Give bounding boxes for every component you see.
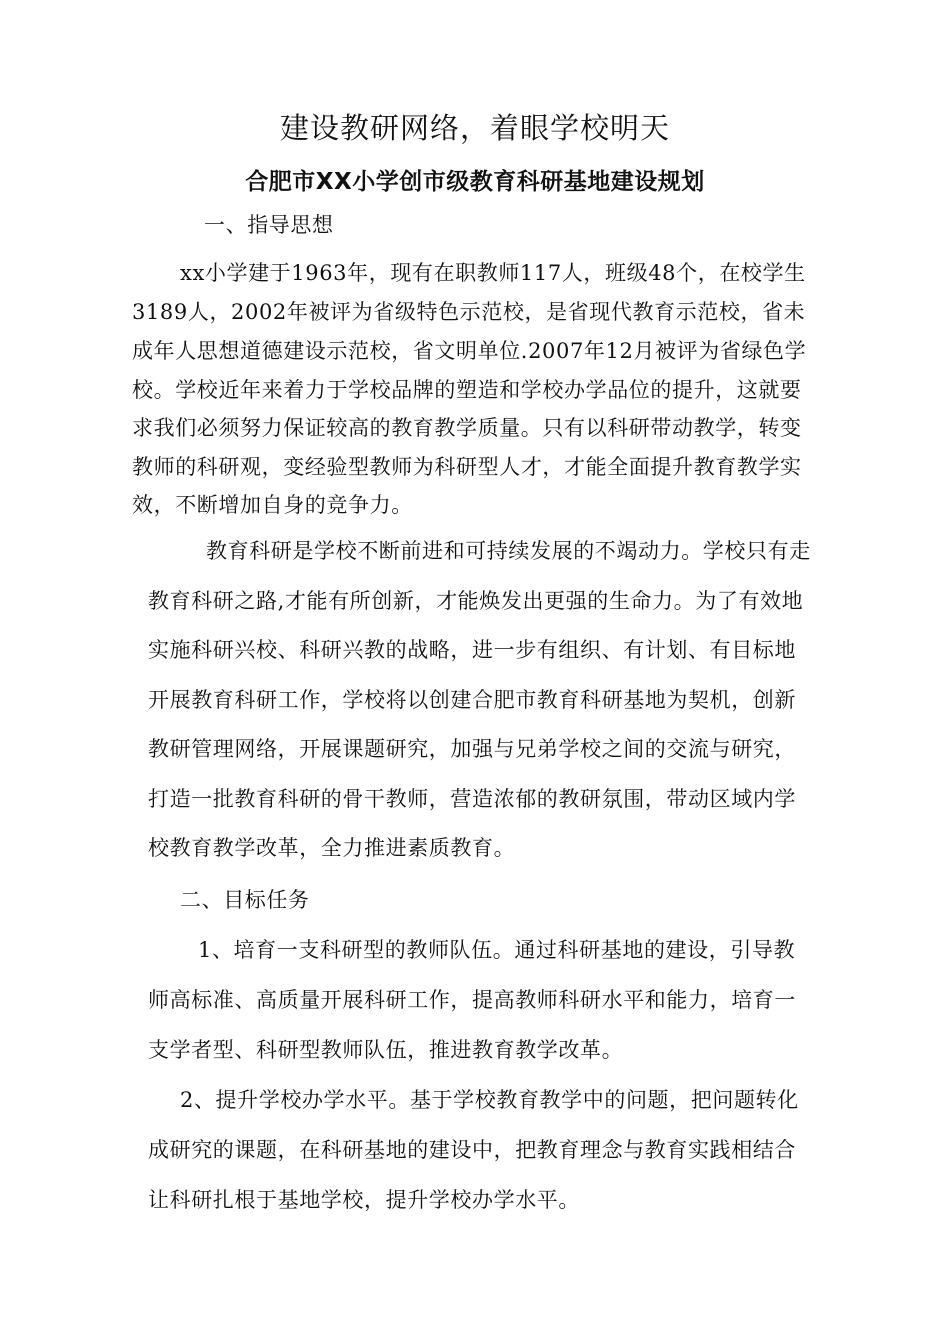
paragraph-line: 1、培育一支科研型的教师队伍。通过科研基地的建设，引导教 (198, 938, 796, 962)
section-heading-goals-tasks: 二、目标任务 (180, 888, 310, 912)
paragraph-line: 成年人思想道德建设示范校，省文明单位.2007年12月被评为省绿色学 (132, 339, 807, 363)
paragraph-line: 校。学校近年来着力于学校品牌的塑造和学校办学品位的提升，这就要 (132, 378, 802, 402)
paragraph-line: 校教育教学改革，全力推进素质教育。 (148, 836, 516, 860)
paragraph-line: 2、提升学校办学水平。基于学校教育教学中的问题，把问题转化 (180, 1088, 799, 1112)
paragraph-line: 教育科研是学校不断前进和可持续发展的不竭动力。学校只有走 (206, 539, 811, 563)
document-subtitle: 合肥市XX小学创市级教育科研基地建设规划 (245, 169, 705, 195)
paragraph-line: 实施科研兴校、科研兴教的战略，进一步有组织、有计划、有目标地 (148, 638, 796, 662)
paragraph-line: 师高标准、高质量开展科研工作，提高教师科研水平和能力，培育一 (148, 988, 796, 1012)
paragraph-line: 教育科研之路,才能有所创新，才能焕发出更强的生命力。为了有效地 (148, 589, 804, 613)
paragraph-line: 让科研扎根于基地学校，提升学校办学水平。 (148, 1188, 580, 1212)
paragraph-line: xx小学建于1963年，现有在职教师117人，班级48个，在校学生 (180, 261, 806, 285)
section-heading-guiding-thought: 一、指导思想 (204, 213, 334, 237)
paragraph-line: 求我们必须努力保证较高的教育教学质量。只有以科研带动教学，转变 (132, 416, 802, 440)
paragraph-line: 开展教育科研工作，学校将以创建合肥市教育科研基地为契机，创新 (148, 688, 796, 712)
paragraph-line: 教研管理网络，开展课题研究，加强与兄弟学校之间的交流与研究， (148, 737, 796, 761)
document-title: 建设教研网络，着眼学校明天 (279, 111, 670, 145)
paragraph-line: 3189人，2002年被评为省级特色示范校，是省现代教育示范校，省未 (132, 300, 806, 324)
paragraph-line: 成研究的课题，在科研基地的建设中，把教育理念与教育实践相结合 (148, 1138, 796, 1162)
paragraph-line: 教师的科研观，变经验型教师为科研型人才，才能全面提升教育教学实 (132, 455, 802, 479)
paragraph-line: 效，不断增加自身的竞争力。 (132, 493, 413, 517)
paragraph-line: 打造一批教育科研的骨干教师，营造浓郁的教研氛围，带动区域内学 (148, 787, 796, 811)
paragraph-line: 支学者型、科研型教师队伍，推进教育教学改革。 (148, 1038, 624, 1062)
